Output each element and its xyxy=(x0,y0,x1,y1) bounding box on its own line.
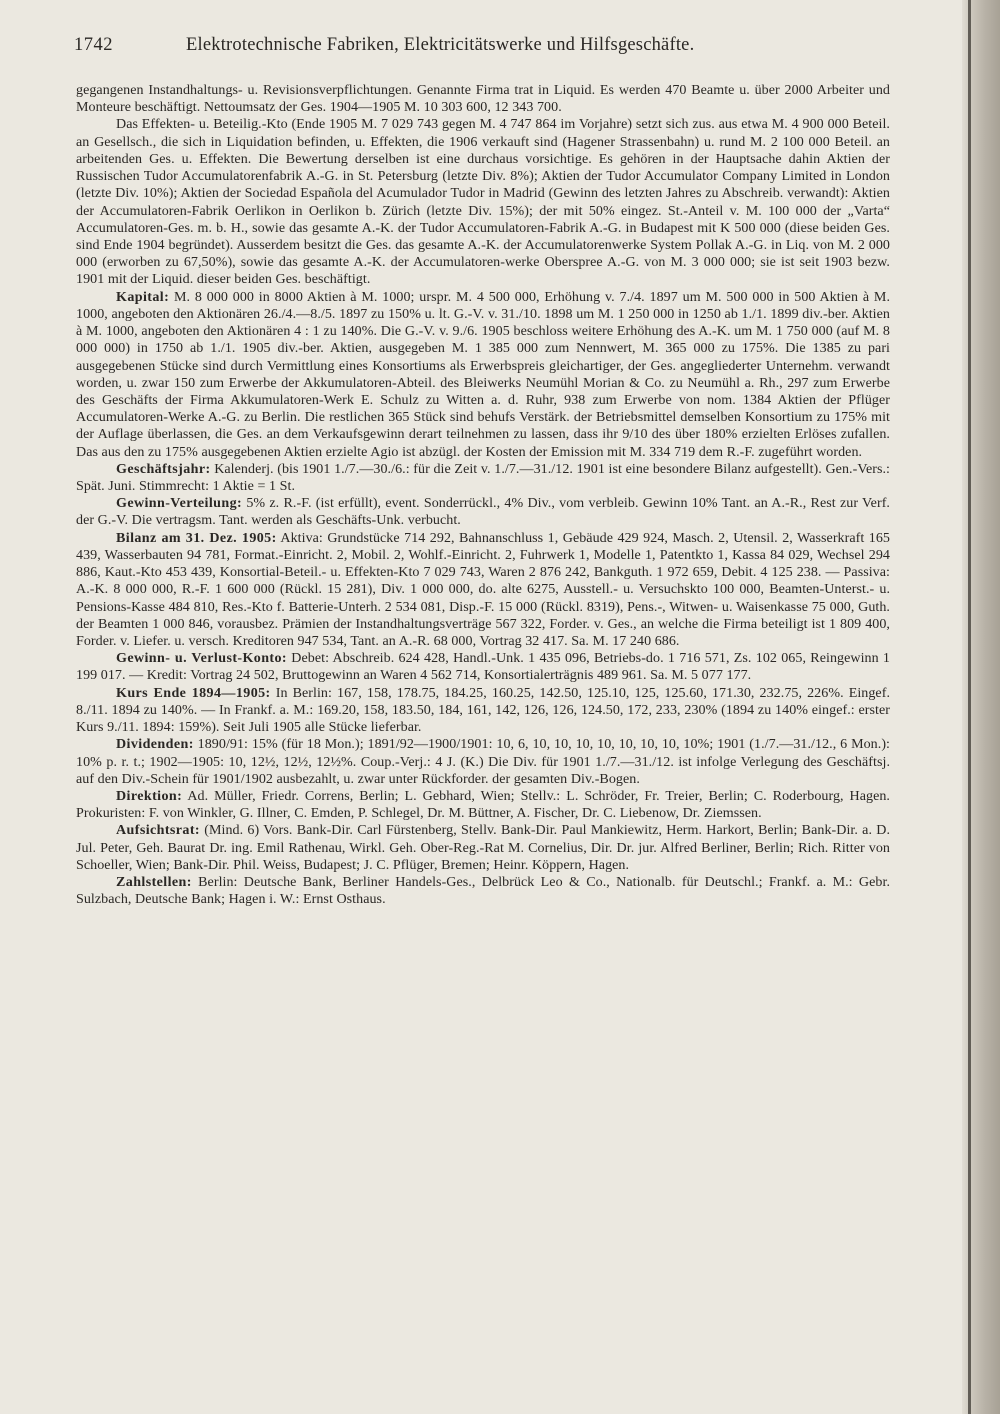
section-label: Kapital: xyxy=(116,288,170,305)
paragraph-kurs xyxy=(76,685,890,737)
paragraph-text: Kalenderj. (bis 1901 1./7.—30./6.: für die Zeit v. 1./7.—31./12. 1901 ist eine besondere Bilanz aufgestellt). Gen.-Vers.: Spät. Juni. Stimmrecht: 1 Aktie = 1 St. xyxy=(76,460,891,495)
section-label: Zahlstellen: xyxy=(116,874,192,891)
page-number: 1742 xyxy=(74,35,113,55)
paragraph-zahlstellen xyxy=(76,874,890,908)
paragraph-text: Das Effekten- u. Beteilig.-Kto (Ende 1905 M. 7 029 743 gegen M. 4 747 864 im Vorjahre) setzt sich zus. aus etwa M. 4 900 000 Beteil. an Gesellsch., die sich in Liquidation befinden, u. Effekten, die 1906 verkauft sind (Hagener Strassenbahn) u. rund M. 2 100 000 Beteil. an arbeitenden Ges. u. Effekten. Die Bewertung derselben ist eine durchaus vorsichtige. Es gehören in der Hauptsache dahin Aktien der Russischen Tudor Accumulatorenfabrik A.-G. in St. Petersburg (letzte Div. 8%); Aktien der Tudor Accumulator Company Limited in London (letzte Div. 10%); Aktien der Sociedad Española del Acumulador Tudor in Madrid (Gewinn des letzten Jahres zu Abschreib. verwandt): Aktien der Accumulatoren-Fabrik Oerlikon in Oerlikon b. Zürich (letzte Div. 15%); der mit 50% eingez. St.-Anteil v. M. 100 000 der „Varta“ Accumulatoren-Ges. m. b. H., sowie das gesamte A.-K. der Tudor Accumulatoren-Fabrik A.-G. in Budapest mit K 500 000 (diese beiden Ges. sind Ende 1904 begründet). Ausserdem besitzt die Ges. das gesamte A.-K. der Accumulatorenwerke System Pollak A.-G. in Liq. von M. 2 000 000 (erworben zu 67,50%), sowie das gesamte A.-K. der Accumulatoren-werke Oberspree A.-G. von M. 3 000 000; sie ist seit 1903 bezw. 1901 mit der Liquid. dieser beiden Ges. beschäftigt. xyxy=(76,116,890,288)
paragraph-direktion xyxy=(76,788,890,822)
paragraph-text: 5% z. R.-F. (ist erfüllt), event. Sonderrückl., 4% Div., vom verbleib. Gewinn 10% Tant. an A.-R., Rest zur Verf. der G.-V. Die vertragsm. Tant. werden als Geschäfts-Unk. verbucht. xyxy=(76,495,890,529)
running-header xyxy=(74,35,954,59)
section-label: Dividenden: xyxy=(116,736,194,753)
section-label: Aufsichtsrat: xyxy=(116,822,201,839)
section-label: Gewinn- u. Verlust-Konto: xyxy=(116,650,288,667)
paragraph-text: M. 8 000 000 in 8000 Aktien à M. 1000; urspr. M. 4 500 000, Erhöhung v. 7./4. 1897 um M. 500 000 in 500 Aktien à M. 1000, angeboten den Aktionären 26./4.—8./5. 1897 zu 150% u. lt. G.-V. v. 31./10. 1898 um M. 1 250 000 in 1250 ab 1./1. 1899 div.-ber. Aktien à M. 1000, angeboten den Aktionären 4 : 1 zu 140%. Die G.-V. v. 9./6. 1905 beschloss weitere Erhöhung des A.-K. um M. 1 750 000 (auf M. 8 000 000) in 1750 ab 1./1. 1905 div.-ber. Aktien, ausgegeben M. 1 385 000 zum Nennwert, M. 365 000 zu 175%. Die 1385 zu pari ausgegebenen Stücke sind durch Vermittlung eines Konsortiums als Erwerbspreis gleichartiger, der Ges. angegliederter Unternehm. verwandt worden, u. zwar 150 zum Erwerbe der Akkumulatoren-Abteil. des Bleiwerks Neumühl Morian & Co. zu Neumühl a. Rh., 297 zum Erwerbe des Geschäfts der Firma Akkumulatoren-Werk E. Schulz zu Witten a. d. Ruhr, 938 zum Erwerbe von nom. 1384 Aktien der Pflüger Accumulatoren-Werke A.-G. zu Berlin. Die restlichen 365 Stück sind behufs Verstärk. der Betriebsmittel demselben Konsortium zu 175% mit der Auflage überlassen, die Ges. an dem Verkaufsgewinn derart teilnehmen zu lassen, dass ihr 9/10 des über 180% erzielten Erlöses zufallen. Das aus den zu 175% ausgegebenen Aktien erzielte Agio ist abzügl. der Kosten der Emission mit M. 334 719 dem R.-F. zugeführt worden. xyxy=(76,288,891,460)
paragraph-geschaeftsjahr xyxy=(76,461,890,495)
running-title: Elektrotechnische Fabriken, Elektricitätswerke und Hilfsgeschäfte. xyxy=(186,35,695,55)
paragraph-text: 1890/91: 15% (für 18 Mon.); 1891/92—1900/1901: 10, 6, 10, 10, 10, 10, 10, 10, 10, 10%; 1901 (1./7.—31./12., 6 Mon.): 10% p. r. t.; 1902—1905: 10, 12½, 12½, 12½%. Coup.-Verj.: 4 J. (K.) Die Div. für 1901 1./7.—31./12. ist infolge Verlegung des Geschäftsj. auf den Div.-Schein für 1901/1902 ausbezahlt, u. zwar unter Rückforder. der gesamten Div.-Bogen. xyxy=(76,736,891,787)
paragraph-bilanz xyxy=(76,530,890,651)
section-label: Geschäftsjahr: xyxy=(116,460,211,477)
paragraph-text: Aktiva: Grundstücke 714 292, Bahnanschluss 1, Gebäude 429 924, Masch. 2, Utensil. 2, Wasserkraft 165 439, Wasserbauten 94 781, Format.-Einricht. 2, Mobil. 2, Wohlf.-Einricht. 2, Fuhrwerk 1, Modelle 1, Patentkto 1, Kassa 84 029, Wechsel 294 886, Kaut.-Kto 453 439, Konsortial-Beteil.- u. Effekten-Kto 7 029 743, Waren 2 876 242, Bankguth. 1 972 659, Debit. 4 125 238. — Passiva: A.-K. 8 000 000, R.-F. 1 600 000 (Rückl. 15 281), Div. 1 000 000, do. alte 6275, Ausstell.- u. Versuchskto 100 000, Beamten-Unterst.- u. Pensions-Kasse 484 810, Res.-Kto f. Batterie-Unterh. 2 534 081, Disp.-F. 15 000 (Rückl. 8319), Pens.-, Witwen- u. Waisenkasse 75 000, Guth. der Beamten 1 000 846, vorausbez. Prämien der Instandhaltungsverträge 567 322, Forder. v. Ges., an welche die Firma beteiligt ist 1 809 400, Forder. v. Liefer. u. versch. Kreditoren 947 534, Tant. an A.-R. 68 000, Vortrag 32 417. Sa. M. 17 240 686. xyxy=(76,529,890,649)
paragraph-text: (Mind. 6) Vors. Bank-Dir. Carl Fürstenberg, Stellv. Bank-Dir. Paul Mankiewitz, Herm. Harkort, Berlin; Bank-Dir. a. D. Jul. Peter, Geh. Baurat Dr. ing. Emil Rathenau, Wirkl. Geh. Ober-Reg.-Rat M. Cornelius, Dir. Dr. jur. Alfred Berliner, Berlin; Rich. Ritter von Schoeller, Wien; Bank-Dir. Phil. Weiss, Budapest; J. C. Pflüger, Bremen; Heinr. Köppern, Hagen. xyxy=(76,822,891,873)
paragraph-text: Ad. Müller, Friedr. Correns, Berlin; L. Gebhard, Wien; Stellv.: L. Schröder, Fr. Treier, Berlin; C. Roderbourg, Hagen. Prokuristen: F. von Winkler, G. Illner, C. Emden, P. Schlegel, Dr. M. Büttner, A. Fischer, Dr. C. Liebenow, Dr. Ziemssen. xyxy=(76,787,890,822)
body-text xyxy=(76,82,890,909)
paragraph-dividenden xyxy=(76,736,890,788)
paragraph-text: Debet: Abschreib. 624 428, Handl.-Unk. 1 435 096, Betriebs-do. 1 716 571, Zs. 102 065, Reingewinn 1 199 017. — Kredit: Vortrag 24 502, Bruttogewinn an Waren 4 562 714, Konsortialerträgnis 489 961. Sa. M. 5 077 177. xyxy=(76,650,891,684)
paragraph-aufsichtsrat xyxy=(76,822,890,874)
page-edge-line xyxy=(968,0,971,1414)
paragraph-text: gegangenen Instandhaltungs- u. Revisionsverpflichtungen. Genannte Firma trat in Liquid. Es werden 470 Beamte u. über 2000 Arbeiter und Monteure beschäftigt. Nettoumsatz der Ges. 1904—1905 M. 10 303 600, 12 343 700. xyxy=(76,82,890,116)
section-label: Direktion: xyxy=(116,787,183,804)
paragraph-text: Berlin: Deutsche Bank, Berliner Handels-Ges., Delbrück Leo & Co., Nationalb. für Deutschl.; Frankf. a. M.: Gebr. Sulzbach, Deutsche Bank; Hagen i. W.: Ernst Osthaus. xyxy=(76,874,891,908)
section-label: Bilanz am 31. Dez. 1905: xyxy=(116,529,277,546)
paragraph-maintenance xyxy=(76,82,890,116)
paragraph-text: In Berlin: 167, 158, 178.75, 184.25, 160.25, 142.50, 125.10, 125, 125.60, 171.30, 232.75, 226%. Eingef. 8./11. 1894 zu 140%. — In Frankf. a. M.: 169.20, 158, 183.50, 184, 161, 142, 126, 126, 124.50, 172, 233, 230% (1894 zu 140% eingef.: erster Kurs 9./11. 1894: 159%). Seit Juli 1905 alle Stücke lieferbar. xyxy=(76,684,891,736)
section-label: Kurs Ende 1894—1905: xyxy=(116,684,271,701)
section-label: Gewinn-Verteilung: xyxy=(116,495,243,512)
paragraph-gewinn-verlust xyxy=(76,650,890,684)
paragraph-kapital xyxy=(76,289,890,461)
paragraph-effekten xyxy=(76,116,890,288)
paragraph-gewinn-verteilung xyxy=(76,495,890,529)
